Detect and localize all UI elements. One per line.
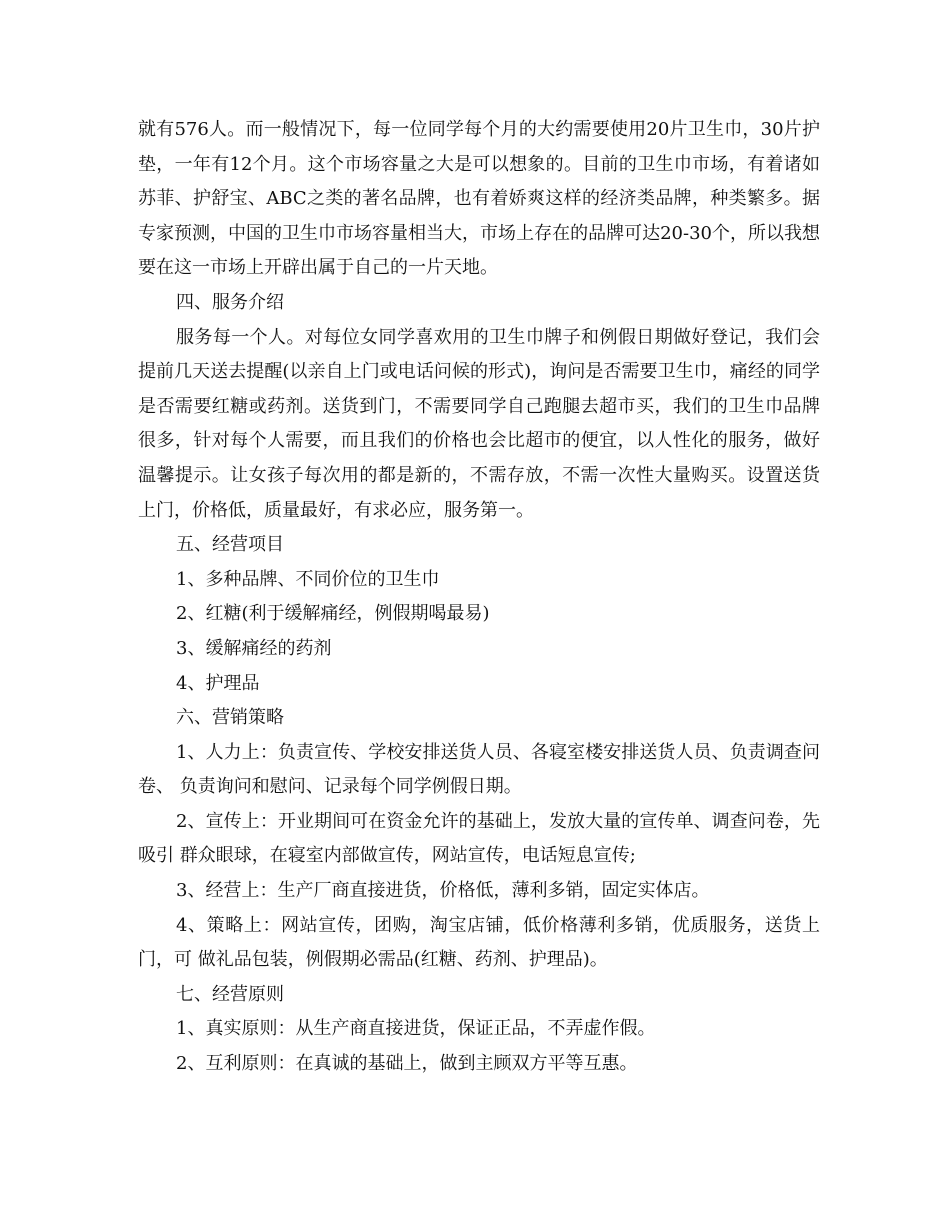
document-body	[138, 113, 820, 1082]
list-item-business-3: 3、缓解痛经的药剂	[176, 637, 332, 659]
list-item-business-2: 2、红糖(利于缓解痛经，例假期喝最易)	[176, 603, 490, 625]
list-item-strategy-2: 2、宣传上：开业期间可在资金允许的基础上，发放大量的宣传单、调查问卷，先吸引 群众眼球，在寝室内部做宣传，网站宣传，电话短息宣传;	[138, 810, 820, 867]
list-item-strategy-4: 4、策略上：网站宣传，团购，淘宝店铺，低价格薄利多销，优质服务，送货上门，可 做礼品包装，例假期必需品(红糖、药剂、护理品)。	[138, 914, 820, 971]
heading-business-items: 五、经营项目	[176, 534, 284, 556]
paragraph-service-description: 服务每一个人。对每位女同学喜欢用的卫生巾牌子和例假日期做好登记，我们会提前几天送去提醒(以亲自上门或电话问候的形式)，询问是否需要卫生巾，痛经的同学是否需要红糖或药剂。送货到门，不需要同学自己跑腿去超市买，我们的卫生巾品牌很多，针对每个人需要，而且我们的价格也会比超市的便宜，以人性化的服务，做好温馨提示。让女孩子每次用的都是新的，不需存放，不需一次性大量购买。设置送货上门，价格低，质量最好，有求必应，服务第一。	[138, 326, 820, 521]
list-item-principle-1: 1、真实原则：从生产商直接进货，保证正品，不弄虚作假。	[176, 1018, 656, 1040]
list-item-business-4: 4、护理品	[176, 672, 260, 694]
heading-business-principles: 七、经营原则	[176, 983, 284, 1005]
list-item-strategy-3: 3、经营上：生产厂商直接进货，价格低，薄利多销，固定实体店。	[176, 880, 710, 902]
list-item-principle-2: 2、互利原则：在真诚的基础上，做到主顾双方平等互惠。	[176, 1053, 638, 1075]
list-item-business-1: 1、多种品牌、不同价位的卫生巾	[176, 568, 440, 590]
list-item-strategy-1: 1、人力上：负责宣传、学校安排送货人员、各寝室楼安排送货人员、负责调查问卷、 负责询问和慰问、记录每个同学例假日期。	[138, 741, 820, 798]
paragraph-market-capacity: 就有576人。而一般情况下，每一位同学每个月的大约需要使用20片卫生巾，30片护垫，一年有12个月。这个市场容量之大是可以想象的。目前的卫生巾市场，有着诸如苏菲、护舒宝、ABC之类的著名品牌，也有着娇爽这样的经济类品牌，种类繁多。据专家预测，中国的卫生巾市场容量相当大，市场上存在的品牌可达20-30个，所以我想要在这一市场上开辟出属于自己的一片天地。	[138, 119, 820, 279]
heading-marketing-strategy: 六、营销策略	[176, 707, 284, 729]
heading-service-intro: 四、服务介绍	[176, 291, 284, 313]
